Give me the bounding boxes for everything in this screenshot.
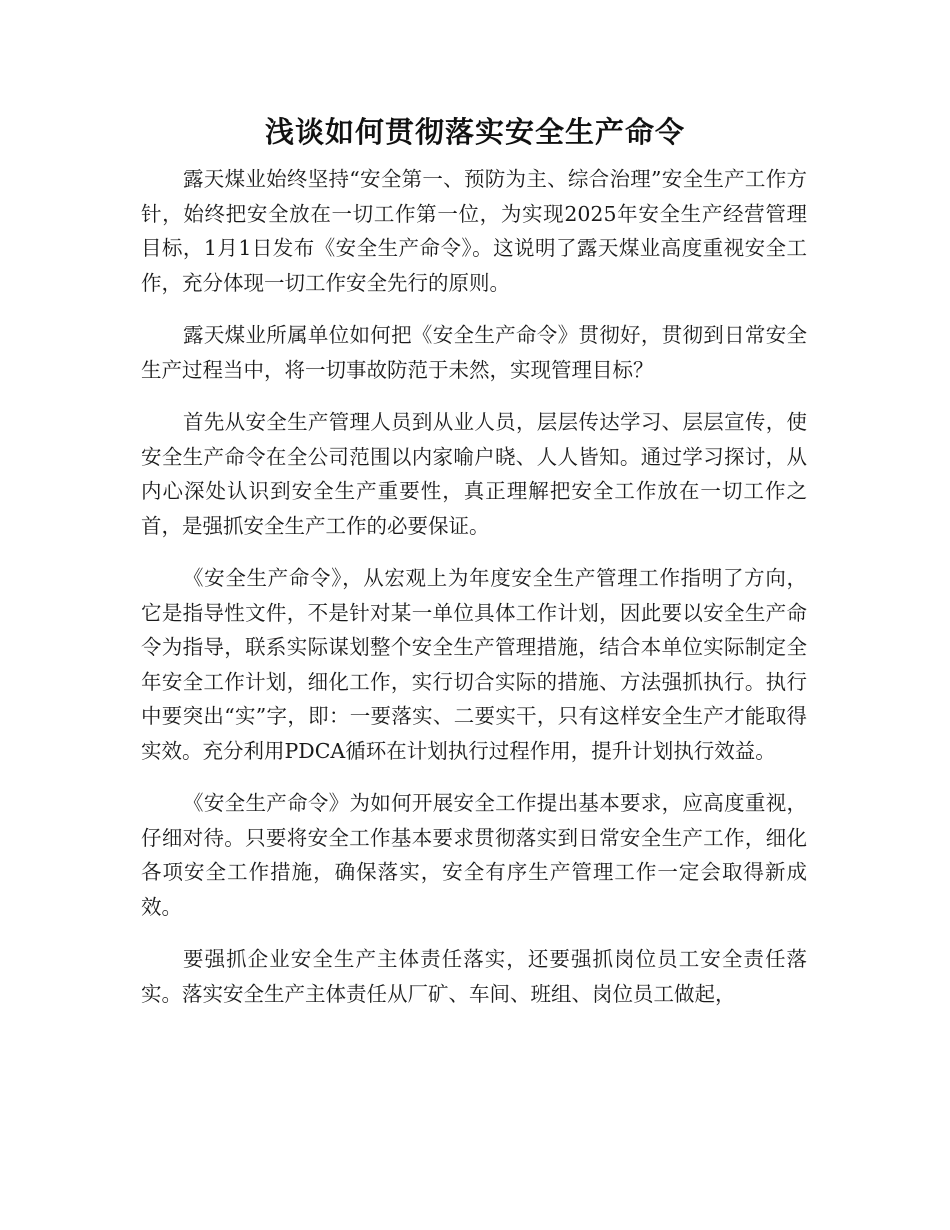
document-title: 浅谈如何贯彻落实安全生产命令 (264, 115, 685, 149)
paragraph: 露天煤业始终坚持“安全第一、预防为主、综合治理”安全生产工作方针，始终把安全放在一切工作第一位，为实现2025年安全生产经营管理目标，1月1日发布《安全生产命令》。这说明了露天煤业高度重视安全工作，充分体现一切工作安全先行的原则。 (141, 167, 807, 295)
document-body (141, 162, 807, 1029)
paragraph: 要强抓企业安全生产主体责任落实，还要强抓岗位员工安全责任落实。落实安全生产主体责任从厂矿、车间、班组、岗位员工做起， (141, 947, 807, 1006)
paragraph: 露天煤业所属单位如何把《安全生产命令》贯彻好，贯彻到日常安全生产过程当中，将一切事故防范于未然，实现管理目标？ (141, 323, 807, 382)
paragraph: 《安全生产命令》，从宏观上为年度安全生产管理工作指明了方向，它是指导性文件，不是针对某一单位具体工作计划，因此要以安全生产命令为指导，联系实际谋划整个安全生产管理措施，结合本单位实际制定全年安全工作计划，细化工作，实行切合实际的措施、方法强抓执行。执行中要突出“实”字，即：一要落实、二要实干，只有这样安全生产才能取得实效。充分利用PDCA循环在计划执行过程作用，提升计划执行效益。 (141, 566, 807, 763)
paragraph: 《安全生产命令》为如何开展安全工作提出基本要求，应高度重视，仔细对待。只要将安全工作基本要求贯彻落实到日常安全生产工作，细化各项安全工作措施，确保落实，安全有序生产管理工作一定会取得新成效。 (141, 791, 807, 919)
paragraph: 首先从安全生产管理人员到从业人员，层层传达学习、层层宣传，使安全生产命令在全公司范围以内家喻户晓、人人皆知。通过学习探讨，从内心深处认识到安全生产重要性，真正理解把安全工作放在一切工作之首，是强抓安全生产工作的必要保证。 (141, 410, 807, 538)
